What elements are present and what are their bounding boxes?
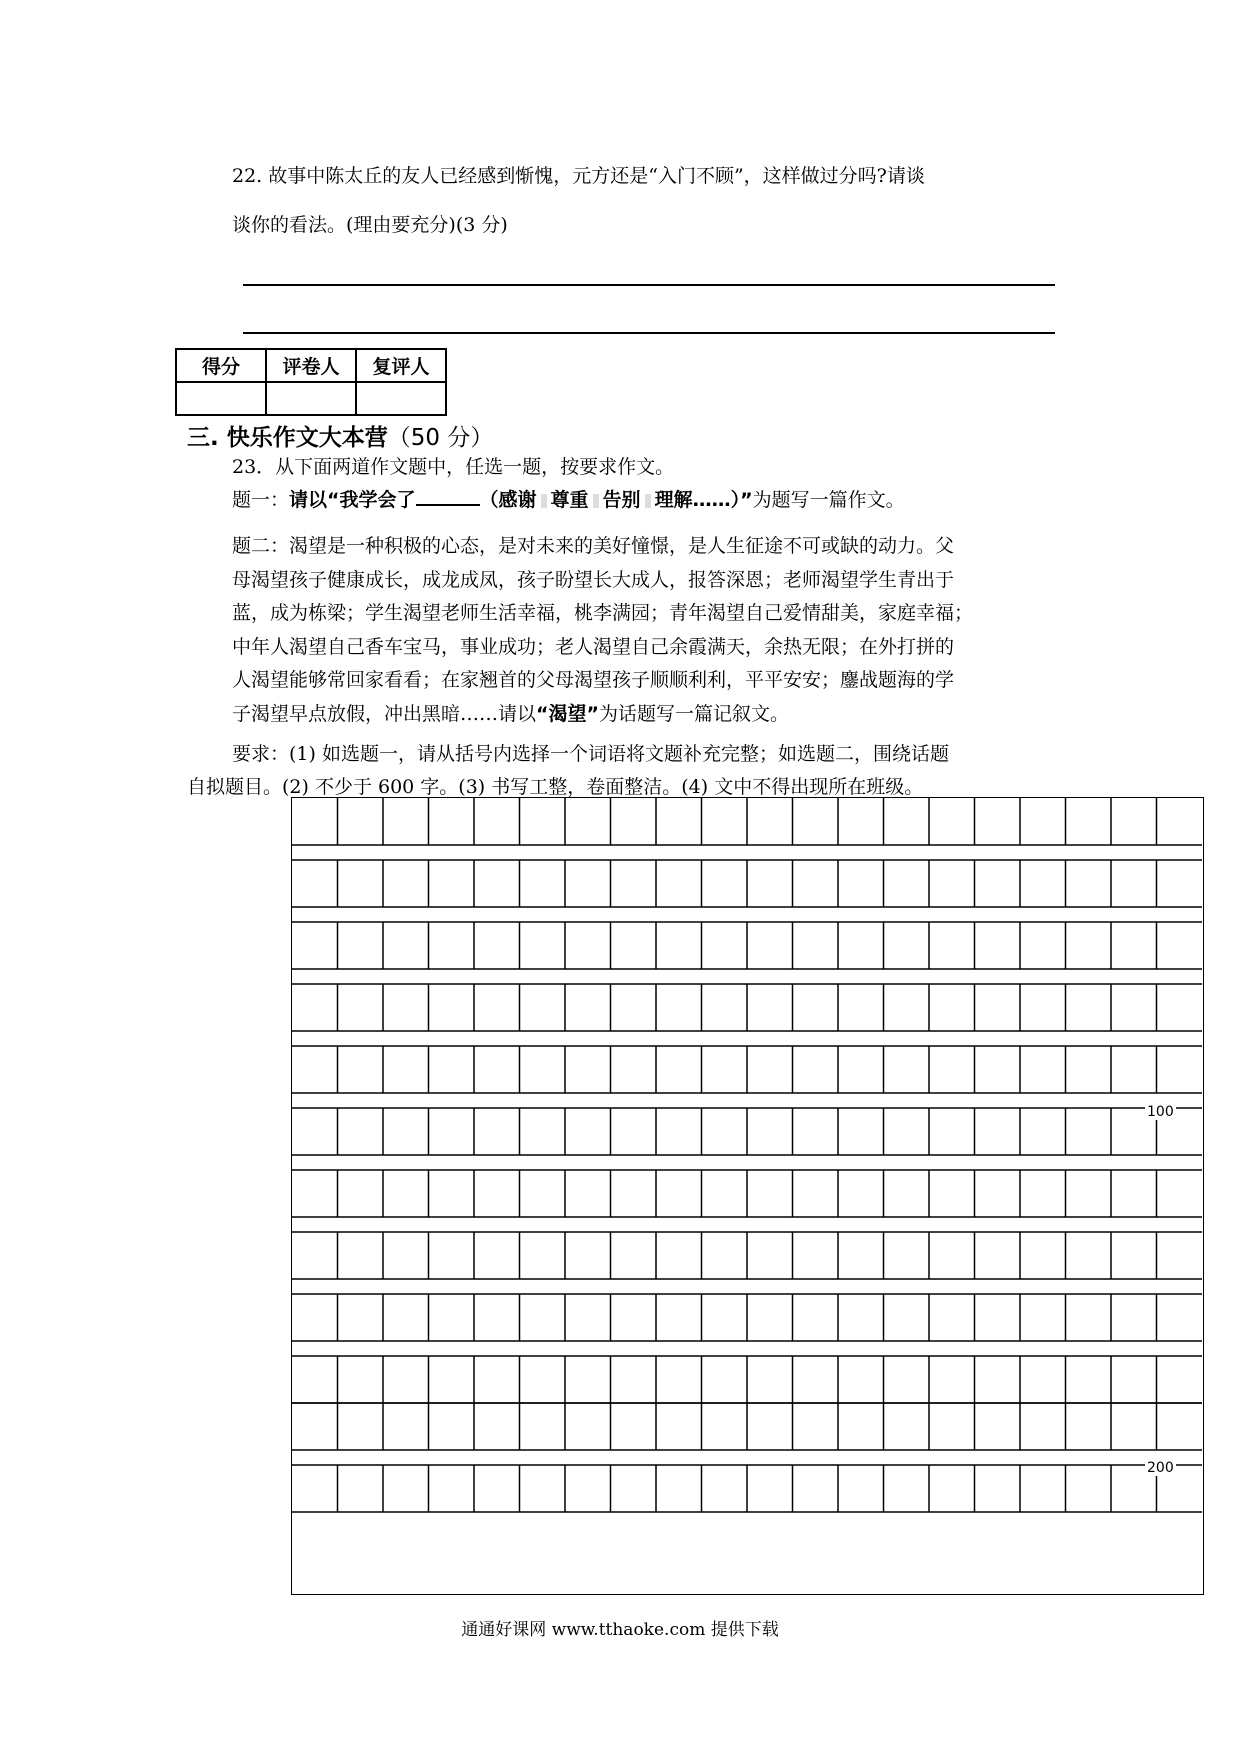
reviewer-header: 复评人 <box>356 349 446 382</box>
topic-2-line: 母渴望孩子健康成长，成龙成凤，孩子盼望长大成人，报答深恩；老师渴望学生青出于 <box>232 568 955 591</box>
score-header: 得分 <box>176 349 266 382</box>
topic-2-line: 蓝，成为栋梁；学生渴望老师生活幸福，桃李满园；青年渴望自己爱情甜美，家庭幸福； <box>232 602 974 624</box>
topic-1-option-2: 尊重 <box>550 489 589 511</box>
topic-2-line: 人渴望能够常回家看看；在家翘首的父母渴望孩子顺顺利利，平平安安；鏖战题海的学 <box>232 669 955 691</box>
grader-header: 评卷人 <box>266 349 356 382</box>
topic-1-option-1: （感谢 <box>479 489 537 511</box>
topic-2-line: 中年人渴望自己香车宝马，事业成功；老人渴望自己余霞满天，余热无限；在外打拼的 <box>232 635 955 658</box>
topic-2-line: 题二：渴望是一种积极的心态，是对未来的美好憧憬，是人生征途不可或缺的动力。父 <box>232 535 955 557</box>
topic-1-bold: 请以“我学会了 <box>289 489 416 511</box>
topic-1-option-3: 告别 <box>602 489 641 511</box>
grader-cell[interactable] <box>266 382 356 415</box>
reviewer-cell[interactable] <box>356 382 446 415</box>
topic-2-keyword: “渴望” <box>536 702 599 725</box>
requirements-line-2: 自拟题目。(2) 不少于 600 字。(3) 书写工整，卷面整洁。(4) 文中不得出现所在班级。 <box>187 776 924 798</box>
question-22-line-1: 22. 故事中陈太丘的友人已经感到惭愧，元方还是“入门不顾”，这样做过分吗?请谈 <box>232 165 925 187</box>
topic-1 <box>232 484 1102 518</box>
topic-2-last-suffix: 为话题写一篇记叙文。 <box>599 702 790 725</box>
topic-2 <box>232 530 1062 731</box>
requirements-line-1: 要求：(1) 如选题一，请从括号内选择一个词语将文题补充完整；如选题二，围绕话题 <box>232 743 949 765</box>
answer-line-2[interactable] <box>243 332 1055 334</box>
topic-1-prefix: 题一： <box>232 489 290 511</box>
separator <box>593 494 599 508</box>
title-blank[interactable] <box>416 484 480 506</box>
footer: 通通好课网 www.tthaoke.com 提供下载 <box>461 1620 779 1640</box>
writing-grid[interactable] <box>291 797 1204 1595</box>
separator <box>645 494 651 508</box>
topic-1-option-4: 理解……）” <box>654 489 753 511</box>
question-22-line-2: 谈你的看法。(理由要充分)(3 分) <box>232 214 508 236</box>
topic-1-suffix: 为题写一篇作文。 <box>752 489 905 511</box>
topic-2-last-line <box>232 698 1062 732</box>
score-table <box>175 348 447 416</box>
word-count-marker-100: 100 <box>1147 1104 1174 1120</box>
separator <box>541 494 547 508</box>
section-3-title-text: 三. 快乐作文大本营 <box>187 425 388 451</box>
answer-line-1[interactable] <box>243 284 1055 286</box>
score-cell[interactable] <box>176 382 266 415</box>
topic-2-last-prefix: 子渴望早点放假，冲出黑暗……请以 <box>232 702 537 725</box>
writing-grid-svg[interactable] <box>292 798 1202 1593</box>
section-3-title <box>187 419 493 452</box>
word-count-marker-200: 200 <box>1147 1460 1174 1476</box>
section-3-points: （50 分） <box>387 425 494 451</box>
question-23-intro: 23．从下面两道作文题中，任选一题，按要求作文。 <box>232 456 675 478</box>
